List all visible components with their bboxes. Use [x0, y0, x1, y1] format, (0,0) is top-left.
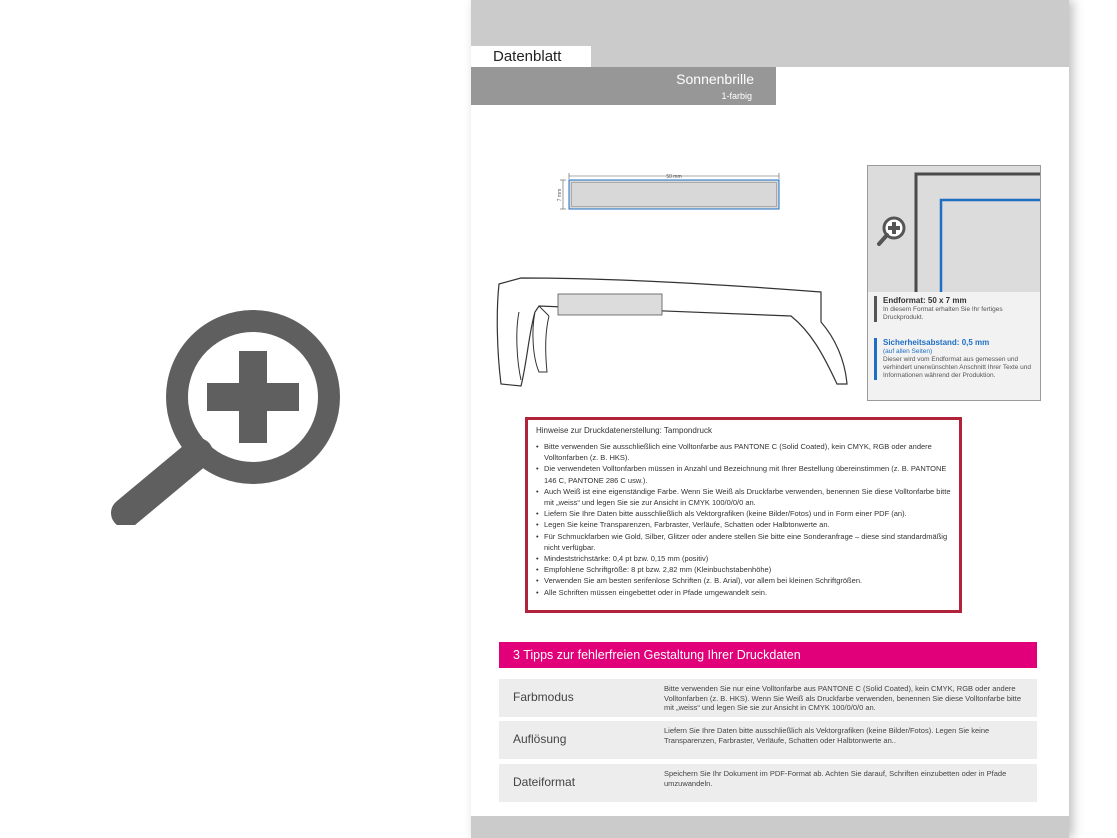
- notes-item: • Die verwendeten Volltonfarben müssen in Anzahl und Bezeichnung mit Ihrer Bestellung übereinstimmen (z. B. PANTONE 146 C, PANTONE 286 C usw.).: [536, 463, 951, 485]
- safety-margin-note: (auf allen Seiten): [883, 348, 933, 355]
- notes-item: • Liefern Sie Ihre Daten bitte ausschließlich als Vektorgrafiken (keine Bilder/Fotos) und in Form einer PDF (an).: [536, 508, 951, 519]
- notes-item: • Verwenden Sie am besten serifenlose Schriften (z. B. Arial), vor allem bei kleinen Schriftgrößen.: [536, 575, 951, 586]
- product-subtitle: 1-farbig: [721, 91, 752, 101]
- notes-item: • Mindeststrichstärke: 0,4 pt bzw. 0,15 mm (positiv): [536, 553, 951, 564]
- tip-label: Dateiformat: [513, 775, 576, 789]
- endformat-title: Endformat: 50 x 7 mm: [883, 296, 967, 305]
- tip-text: Bitte verwenden Sie nur eine Volltonfarbe aus PANTONE C (Solid Coated), kein CMYK, RGB oder andere Volltonfarben (z. B. HKS). Wenn Sie Weiß als Druckfarbe verwenden, benennen Sie diese Volltonfarbe bitte mit „weiss“ und legen Sie sie zur Ansicht in CMYK 100/0/0/0 an.: [664, 684, 1022, 712]
- notes-list: [536, 441, 951, 598]
- tip-label: Auflösung: [513, 732, 567, 746]
- notes-item: • Empfohlene Schriftgröße: 8 pt bzw. 2,82 mm (Kleinbuchstabenhöhe): [536, 564, 951, 575]
- safety-margin-title: Sicherheitsabstand: 0,5 mm: [883, 338, 990, 347]
- product-title-bar: [471, 67, 776, 105]
- width-dimension-label: 50 mm: [666, 174, 682, 180]
- sunglasses-illustration: [491, 272, 851, 397]
- height-dimension-label: 7 mm: [557, 188, 563, 202]
- endformat-text: In diesem Format erhalten Sie Ihr fertiges Druckprodukt.: [883, 306, 1003, 321]
- tip-label: Farbmodus: [513, 690, 574, 704]
- notes-item: • Bitte verwenden Sie ausschließlich eine Volltonfarbe aus PANTONE C (Solid Coated), kein CMYK, RGB oder andere Volltonfarben (z. B. HKS).: [536, 441, 951, 463]
- datasheet-tab-label: Datenblatt: [471, 46, 591, 67]
- product-title: Sonnenbrille: [676, 71, 754, 87]
- safety-margin-text: Dieser wird vom Endformat aus gemessen und verhindert unerwünschten Anschnitt Ihrer Texte und Informationen während der Produktion.: [883, 356, 1032, 379]
- tips-header: 3 Tipps zur fehlerfreien Gestaltung Ihrer Druckdaten: [499, 642, 1037, 668]
- tip-row-aufloesung: [499, 721, 1037, 759]
- print-data-notes: [525, 417, 962, 613]
- datasheet-page: [471, 0, 1069, 838]
- safety-margin-info: [874, 338, 1037, 380]
- preview-zoom-icon[interactable]: [876, 214, 908, 248]
- notes-title: Hinweise zur Druckdatenerstellung: Tampondruck: [536, 426, 712, 435]
- notes-item: • Auch Weiß ist eine eigenständige Farbe. Wenn Sie Weiß als Druckfarbe verwenden, benennen Sie diese Volltonfarbe bitte mit „weiss“ und legen Sie sie zur Ansicht in CMYK 100/0/0/0 an.: [536, 486, 951, 508]
- format-preview-image: [868, 166, 1040, 292]
- endformat-info: [874, 296, 1034, 322]
- tip-row-farbmodus: [499, 679, 1037, 717]
- notes-item: • Alle Schriften müssen eingebettet oder in Pfade umgewandelt sein.: [536, 587, 951, 598]
- page-footer-band: [471, 816, 1069, 838]
- tip-text: Liefern Sie Ihre Daten bitte ausschließlich als Vektorgrafiken (keine Bilder/Fotos). Legen Sie keine Transparenzen, Farbraster, Verläufe, Schatten oder Halbtonwerte an..: [664, 726, 990, 745]
- notes-item: • Für Schmuckfarben wie Gold, Silber, Glitzer oder andere stellen Sie bitte eine Sonderanfrage – diese sind standardmäßig nicht verfügbar.: [536, 531, 951, 553]
- tip-row-dateiformat: [499, 764, 1037, 802]
- notes-item: • Legen Sie keine Transparenzen, Farbraster, Verläufe, Schatten oder Halbtonwerte an.: [536, 519, 951, 530]
- tip-text: Speichern Sie Ihr Dokument im PDF-Format ab. Achten Sie darauf, Schriften einzubetten oder in Pfade umzuwandeln.: [664, 769, 1007, 788]
- format-info: [868, 292, 1040, 400]
- format-preview-panel: [867, 165, 1041, 401]
- zoom-in-icon[interactable]: [108, 295, 368, 525]
- print-area-dimension-drawing: [557, 170, 787, 215]
